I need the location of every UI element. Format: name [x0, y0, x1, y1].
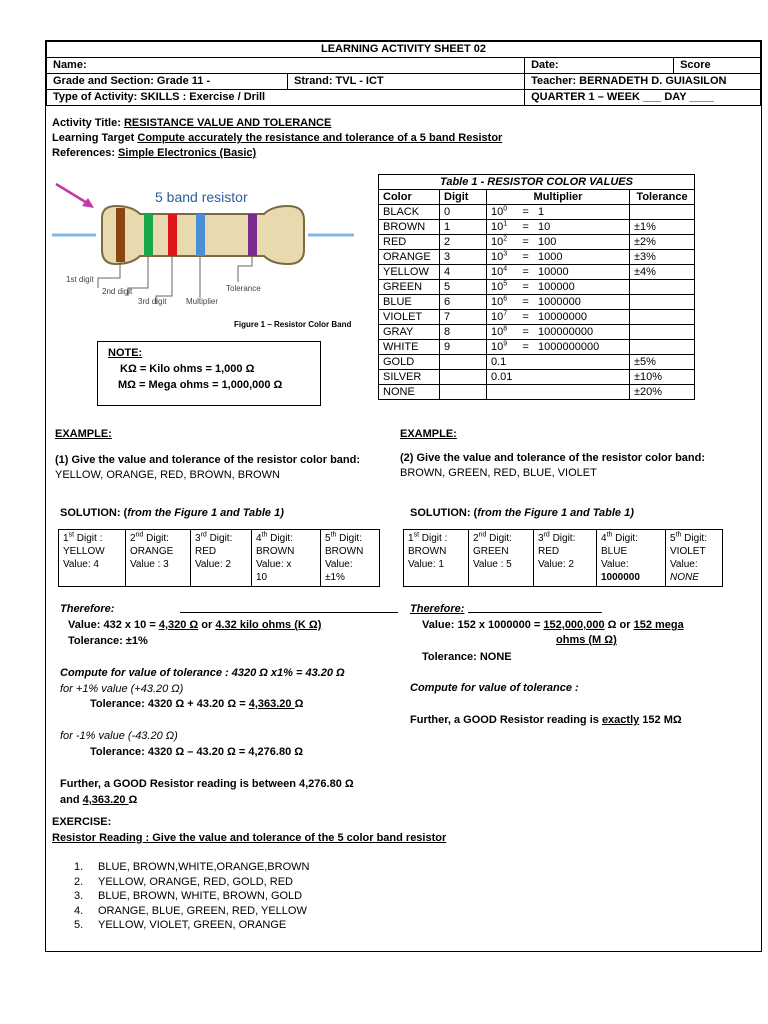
color-row — [379, 385, 695, 400]
example2-tolerance: Tolerance: NONE — [422, 651, 512, 663]
color-multiplier: $10^3$ = 1000 — [487, 250, 630, 265]
example1-minus-line: Tolerance: 4320 Ω – 43.20 Ω = 4,276.80 Ω — [90, 746, 304, 758]
strand-field: Strand: TVL - ICT — [288, 74, 525, 90]
color-digit: 4 — [440, 265, 487, 280]
example1-compute: Compute for value of tolerance : 4320 Ω x1% = 43.20 Ω — [60, 667, 345, 679]
color-tolerance — [630, 280, 695, 295]
color-name: YELLOW — [379, 265, 440, 280]
note-kilo: KΩ = Kilo ohms = 1,000 Ω — [120, 363, 255, 375]
example2-solution-table-wrap — [403, 529, 723, 587]
col-header-multiplier: Multiplier — [487, 190, 630, 205]
example1-question: (1) Give the value and tolerance of the resistor color band: — [55, 454, 361, 466]
col-header-color: Color — [379, 190, 440, 205]
col-header-tolerance: Tolerance — [630, 190, 695, 205]
color-multiplier: $10^4$ = 10000 — [487, 265, 630, 280]
band-1 — [116, 208, 125, 262]
color-digit: 8 — [440, 325, 487, 340]
solution-cell: 4th Digit: BLUE Value: 1000000 — [597, 530, 666, 587]
color-tolerance: ±3% — [630, 250, 695, 265]
example1-bands: YELLOW, ORANGE, RED, BROWN, BROWN — [55, 469, 280, 481]
therefore-rule-2 — [468, 612, 602, 613]
therefore-rule — [180, 612, 398, 613]
color-multiplier: 0.1 — [487, 355, 630, 370]
label-2nd-digit: 2nd digit — [102, 287, 133, 296]
color-table-wrap — [378, 174, 695, 400]
color-digit: 1 — [440, 220, 487, 235]
example1-solution: SOLUTION: (from the Figure 1 and Table 1) — [60, 507, 284, 519]
activity-type-field: Type of Activity: SKILLS : Exercise / Drill — [47, 90, 525, 106]
solution-cell: 4th Digit: BROWN Value: x 10 — [252, 530, 321, 587]
solution-cell: 1st Digit : BROWN Value: 1 — [404, 530, 469, 587]
color-digit: 2 — [440, 235, 487, 250]
color-name: RED — [379, 235, 440, 250]
resistor-figure — [52, 178, 362, 338]
color-row — [379, 280, 695, 295]
color-name: SILVER — [379, 370, 440, 385]
color-row — [379, 325, 695, 340]
exercise-item: 4. ORANGE, BLUE, GREEN, RED, YELLOW — [74, 904, 307, 917]
color-tolerance — [630, 295, 695, 310]
color-row — [379, 340, 695, 355]
figure-caption: Figure 1 – Resistor Color Band — [234, 320, 352, 329]
solution-cell: 3rd Digit: RED Value: 2 — [534, 530, 597, 587]
solution-cell: 3rd Digit: RED Value: 2 — [191, 530, 252, 587]
example1-therefore: Therefore: — [60, 603, 115, 615]
color-digit: 6 — [440, 295, 487, 310]
example1-solution-table — [58, 529, 380, 587]
exercise-list — [74, 860, 309, 933]
solution-cell: 5th Digit: VIOLET Value: NONE — [666, 530, 723, 587]
name-field: Name: — [47, 58, 525, 74]
color-tolerance — [630, 205, 695, 220]
color-name: BLACK — [379, 205, 440, 220]
solution-cell: 1st Digit : YELLOW Value: 4 — [59, 530, 126, 587]
solution-cell: 2nd Digit: GREEN Value : 5 — [469, 530, 534, 587]
band-2 — [144, 214, 153, 256]
color-row — [379, 220, 695, 235]
quarter-field: QUARTER 1 – WEEK ___ DAY ____ — [525, 90, 761, 106]
color-name: ORANGE — [379, 250, 440, 265]
band-5 — [248, 214, 257, 256]
band-3 — [168, 214, 177, 256]
color-multiplier: $10^5$ = 100000 — [487, 280, 630, 295]
color-name: BLUE — [379, 295, 440, 310]
color-row — [379, 265, 695, 280]
example1-value: Value: 432 x 10 = 4,320 Ω or 4.32 kilo ohms (K Ω) — [68, 619, 322, 631]
example2-solution-table — [403, 529, 723, 587]
example1-good2: and 4,363.20 Ω — [60, 794, 138, 806]
color-multiplier: $10^9$ = 1000000000 — [487, 340, 630, 355]
example2-heading: EXAMPLE: — [400, 428, 457, 440]
color-row — [379, 295, 695, 310]
color-multiplier: $10^8$ = 100000000 — [487, 325, 630, 340]
exercise-item: 3. BLUE, BROWN, WHITE, BROWN, GOLD — [74, 890, 303, 902]
example2-bands: BROWN, GREEN, RED, BLUE, VIOLET — [400, 467, 597, 479]
color-tolerance: ±20% — [630, 385, 695, 400]
date-field: Date: — [525, 58, 674, 74]
label-1st-digit: 1st digit — [66, 275, 94, 284]
solution-cell: 5th Digit: BROWN Value: ±1% — [321, 530, 380, 587]
example2-value: Value: 152 x 1000000 = 152,000,000 Ω or 152 mega — [422, 619, 684, 631]
header-table — [46, 41, 761, 106]
note-mega: MΩ = Mega ohms = 1,000,000 Ω — [118, 379, 283, 391]
example1-solution-table-wrap — [58, 529, 380, 587]
teacher-field: Teacher: BERNADETH D. GUIASILON — [525, 74, 761, 90]
band-4 — [196, 214, 205, 256]
exercise-instruction: Resistor Reading : Give the value and tolerance of the 5 color band resistor — [52, 832, 447, 844]
table-caption: Table 1 - RESISTOR COLOR VALUES — [379, 175, 695, 190]
exercise-item: 1. BLUE, BROWN,WHITE,ORANGE,BROWN — [74, 861, 310, 873]
label-tolerance: Tolerance — [226, 284, 261, 293]
color-name: GREEN — [379, 280, 440, 295]
color-row — [379, 205, 695, 220]
example2-solution: SOLUTION: (from the Figure 1 and Table 1) — [410, 507, 634, 519]
exercise-item: 2. YELLOW, ORANGE, RED, GOLD, RED — [74, 875, 293, 888]
color-multiplier: $10^6$ = 1000000 — [487, 295, 630, 310]
color-tolerance: ±10% — [630, 370, 695, 385]
example2-therefore: Therefore: — [410, 603, 465, 615]
exercise-item: 5. YELLOW, VIOLET, GREEN, ORANGE — [74, 919, 287, 931]
example2-compute: Compute for value of tolerance : — [410, 682, 579, 694]
grade-section-field: Grade and Section: Grade 11 - — [47, 74, 288, 90]
color-multiplier — [487, 385, 630, 400]
example1-good1: Further, a GOOD Resistor reading is between 4,276.80 Ω — [60, 778, 354, 790]
color-name: VIOLET — [379, 310, 440, 325]
color-row — [379, 310, 695, 325]
color-multiplier: $10^7$ = 10000000 — [487, 310, 630, 325]
example1-heading: EXAMPLE: — [55, 428, 112, 440]
color-name: BROWN — [379, 220, 440, 235]
arrow-head-icon — [82, 198, 94, 208]
example1-tolerance: Tolerance: ±1% — [68, 635, 148, 647]
color-digit: 3 — [440, 250, 487, 265]
color-name: WHITE — [379, 340, 440, 355]
color-tolerance: ±5% — [630, 355, 695, 370]
color-digit: 7 — [440, 310, 487, 325]
label-3rd-digit: 3rd digit — [138, 297, 167, 306]
color-row — [379, 250, 695, 265]
color-tolerance — [630, 325, 695, 340]
score-field: Score — [674, 58, 761, 74]
color-multiplier: 0.01 — [487, 370, 630, 385]
example1-plus-line: Tolerance: 4320 Ω + 43.20 Ω = 4,363.20 Ω — [90, 698, 304, 710]
activity-title: Activity Title: RESISTANCE VALUE AND TOLERANCE — [52, 117, 332, 129]
color-row — [379, 355, 695, 370]
color-multiplier: $10^1$ = 10 — [487, 220, 630, 235]
note-title: NOTE: — [108, 347, 143, 359]
note-box — [97, 341, 321, 406]
color-name: GRAY — [379, 325, 440, 340]
color-name: GOLD — [379, 355, 440, 370]
color-digit: 5 — [440, 280, 487, 295]
label-multiplier: Multiplier — [186, 297, 219, 306]
example2-value-line2: ohms (M Ω) — [556, 634, 617, 646]
color-tolerance — [630, 310, 695, 325]
example2-question: (2) Give the value and tolerance of the resistor color band: — [400, 452, 706, 464]
example2-good: Further, a GOOD Resistor reading is exactly 152 MΩ — [410, 714, 682, 726]
resistor-diagram — [52, 178, 362, 338]
color-digit: 0 — [440, 205, 487, 220]
color-tolerance: ±1% — [630, 220, 695, 235]
figure-title: 5 band resistor — [155, 189, 248, 205]
color-name: NONE — [379, 385, 440, 400]
exercise-heading: EXERCISE: — [52, 816, 112, 828]
learning-target: Learning Target Compute accurately the resistance and tolerance of a 5 band Resistor — [52, 132, 503, 144]
solution-cell: 2nd Digit: ORANGE Value : 3 — [126, 530, 191, 587]
references: References: Simple Electronics (Basic) — [52, 147, 257, 159]
color-tolerance: ±2% — [630, 235, 695, 250]
example1-plus-label: for +1% value (+43.20 Ω) — [60, 683, 184, 695]
color-digit — [440, 385, 487, 400]
sheet-title: LEARNING ACTIVITY SHEET 02 — [47, 42, 761, 58]
example1-minus-label: for -1% value (-43.20 Ω) — [60, 730, 178, 742]
resistor-color-table — [378, 174, 695, 400]
color-multiplier: $10^0$ = 1 — [487, 205, 630, 220]
color-digit: 9 — [440, 340, 487, 355]
color-row — [379, 370, 695, 385]
color-tolerance — [630, 340, 695, 355]
color-tolerance: ±4% — [630, 265, 695, 280]
color-multiplier: $10^2$ = 100 — [487, 235, 630, 250]
col-header-digit: Digit — [440, 190, 487, 205]
color-digit — [440, 355, 487, 370]
color-digit — [440, 370, 487, 385]
color-row — [379, 235, 695, 250]
